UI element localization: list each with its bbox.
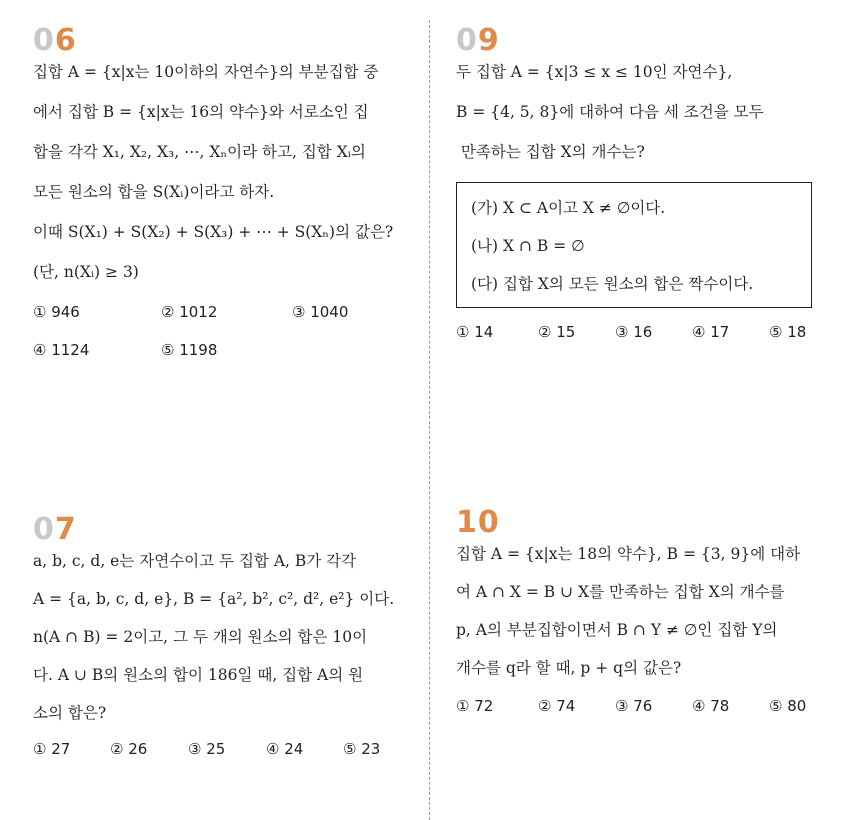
problem-text-line: 모든 원소의 합을 S(Xᵢ)이라고 하자. <box>33 183 275 201</box>
answer-choices <box>456 694 831 732</box>
problem-number: 06 <box>33 23 77 58</box>
problem-text-line: n(A ∩ B) = 2이고, 그 두 개의 원소의 합은 10이 <box>33 628 368 646</box>
problem-text-line: 이때 S(X₁) + S(X₂) + S(X₃) + ⋯ + S(Xₙ)의 값은? <box>33 223 394 241</box>
answer-choices <box>33 300 420 338</box>
problem-text-line: 개수를 q라 할 때, p + q의 값은? <box>456 659 682 677</box>
choice-4[interactable]: ④ 17 <box>692 323 730 341</box>
problem-text-line: 두 집합 A = {x|3 ≤ x ≤ 10인 자연수}, <box>456 63 733 81</box>
problem-text-line: p, A의 부분집합이면서 B ∩ Y ≠ ∅인 집합 Y의 <box>456 621 778 639</box>
problem-text-line: 에서 집합 B = {x|x는 16의 약수}와 서로소인 집 <box>33 103 369 121</box>
choice-3[interactable]: ③ 16 <box>615 323 653 341</box>
problem-text-line: 다. A ∪ B의 원소의 합이 186일 때, 집합 A의 원 <box>33 666 364 684</box>
choice-4[interactable]: ④ 1124 <box>33 341 90 359</box>
choice-5[interactable]: ⑤ 80 <box>769 697 807 715</box>
choice-5[interactable]: ⑤ 18 <box>769 323 807 341</box>
problem-text-line: 집합 A = {x|x는 10이하의 자연수}의 부분집합 중 <box>33 63 379 81</box>
condition-na: (나) X ∩ B = ∅ <box>471 237 585 255</box>
condition-ga: (가) X ⊂ A이고 X ≠ ∅이다. <box>471 199 666 217</box>
choice-4[interactable]: ④ 78 <box>692 697 730 715</box>
condition-da: (다) 집합 X의 모든 원소의 합은 짝수이다. <box>471 275 754 293</box>
choice-1[interactable]: ① 72 <box>456 697 494 715</box>
problem-06 <box>33 23 420 376</box>
problem-text-line: A = {a, b, c, d, e}, B = {a², b², c², d², e²} 이다. <box>33 590 395 608</box>
choice-1[interactable]: ① 27 <box>33 740 71 758</box>
problem-text-line: 여 A ∩ X = B ∪ X를 만족하는 집합 X의 개수를 <box>456 583 785 601</box>
problem-text-line: B = {4, 5, 8}에 대하여 다음 세 조건을 모두 <box>456 103 764 121</box>
choice-3[interactable]: ③ 1040 <box>292 303 349 321</box>
problem-number: 07 <box>33 512 77 547</box>
condition-box <box>456 182 812 308</box>
answer-choices <box>456 320 821 358</box>
problem-text-line: 만족하는 집합 X의 개수는? <box>456 143 645 161</box>
problem-text-line: 집합 A = {x|x는 18의 약수}, B = {3, 9}에 대하 <box>456 545 801 563</box>
choice-5[interactable]: ⑤ 1198 <box>161 341 218 359</box>
choice-5[interactable]: ⑤ 23 <box>343 740 381 758</box>
answer-choices <box>33 338 420 376</box>
problem-text-line: 합을 각각 X₁, X₂, X₃, ⋯, Xₙ이라 하고, 집합 Xᵢ의 <box>33 143 366 161</box>
choice-4[interactable]: ④ 24 <box>266 740 304 758</box>
choice-2[interactable]: ② 26 <box>110 740 148 758</box>
problem-number: 10 <box>456 505 500 540</box>
problem-text-line: 소의 합은? <box>33 704 107 722</box>
choice-3[interactable]: ③ 76 <box>615 697 653 715</box>
problem-07 <box>33 512 420 775</box>
problem-10 <box>456 505 831 732</box>
choice-3[interactable]: ③ 25 <box>188 740 226 758</box>
problem-condition: (단, n(Xᵢ) ≥ 3) <box>33 263 139 281</box>
problem-text-line: a, b, c, d, e는 자연수이고 두 집합 A, B가 각각 <box>33 552 357 570</box>
choice-2[interactable]: ② 74 <box>538 697 576 715</box>
answer-choices <box>33 737 420 775</box>
choice-1[interactable]: ① 14 <box>456 323 494 341</box>
choice-2[interactable]: ② 1012 <box>161 303 218 321</box>
choice-2[interactable]: ② 15 <box>538 323 576 341</box>
problem-number: 09 <box>456 23 500 58</box>
choice-1[interactable]: ① 946 <box>33 303 80 321</box>
column-divider <box>429 20 430 820</box>
problem-09 <box>456 23 821 358</box>
